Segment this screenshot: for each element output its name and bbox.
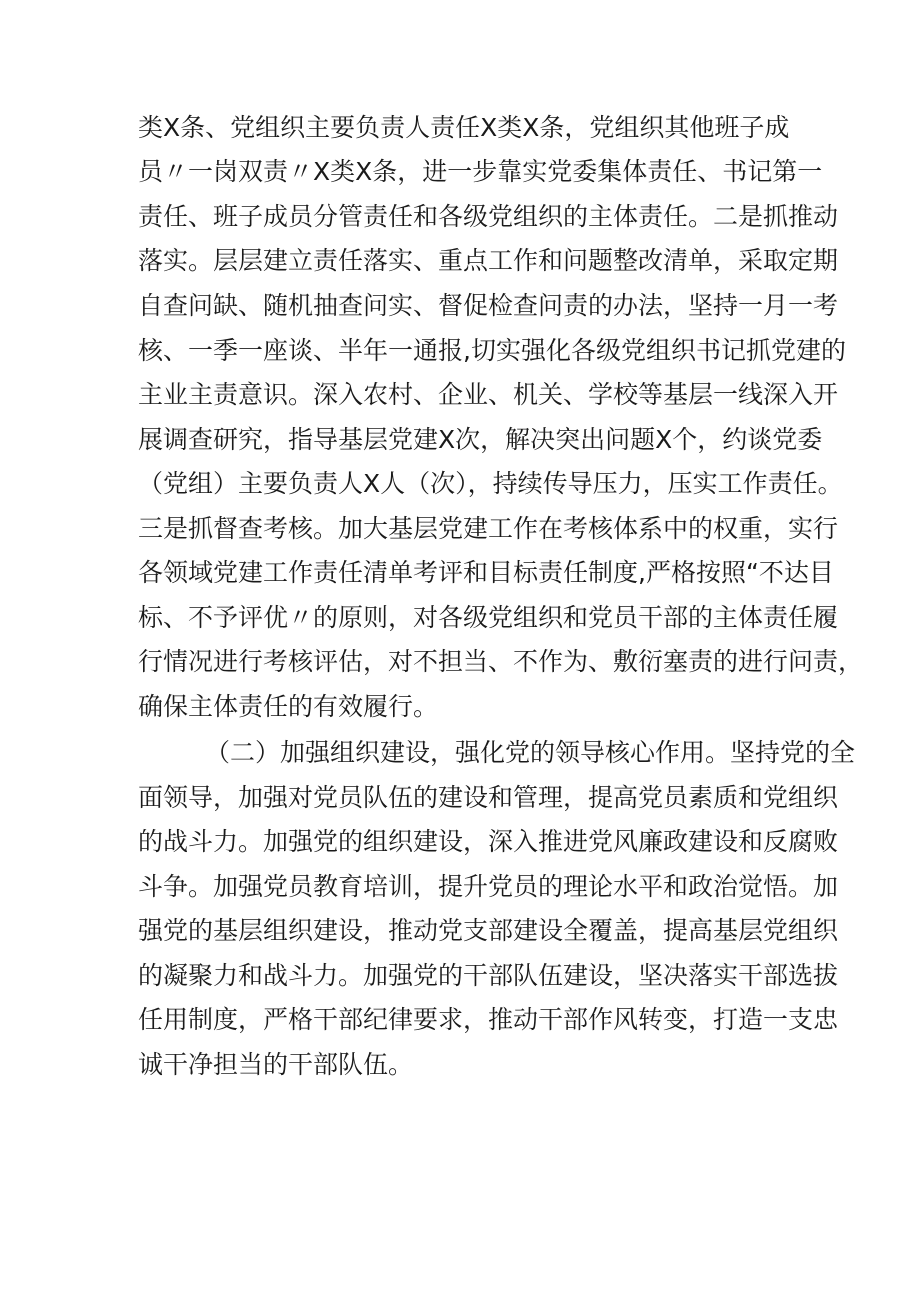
- text-line: 标、不予评优〃的原则，对各级党组织和党员干部的主体责任履: [138, 603, 839, 632]
- text-line: 确保主体责任的有效履行。: [138, 692, 439, 721]
- text-line: 核、一季一座谈、半年一通报,切实强化各级党组织书记抓党建的: [138, 336, 846, 365]
- text-line: 斗争。加强党员教育培训，提升党员的理论水平和政治觉悟。加: [138, 872, 839, 901]
- text-line: 强党的基层组织建设，推动党支部建设全覆盖，提高基层党组织: [138, 916, 839, 945]
- text-line: 落实。层层建立责任落实、重点工作和问题整改清单，采取定期: [138, 246, 839, 275]
- text-line: 自查问缺、随机抽查问实、督促检查问责的办法，坚持一月一考: [138, 291, 839, 320]
- text-line: 责任、班子成员分管责任和各级党组织的主体责任。二是抓推动: [138, 202, 839, 231]
- text-line: 的凝聚力和战斗力。加强党的干部队伍建设，坚决落实干部选拔: [138, 961, 839, 990]
- text-line: 的战斗力。加强党的组织建设，深入推进党风廉政建设和反腐败: [138, 827, 839, 856]
- text-line: 诚干净担当的干部队伍。: [138, 1050, 414, 1079]
- paragraph-heading-line: （二）加强组织建设，强化党的领导核心作用。坚持党的全: [205, 738, 856, 767]
- text-line: 面领导，加强对党员队伍的建设和管理，提高党员素质和党组织: [138, 783, 839, 812]
- text-line: 类X条、党组织主要负责人责任X类X条，党组织其他班子成: [138, 113, 790, 142]
- text-line: 展调查研究，指导基层党建X次，解决突出问题X个，约谈党委: [138, 425, 823, 454]
- text-line: （党组）主要负责人X人（次），持续传导压力，压实工作责任。: [138, 469, 843, 498]
- text-line: 任用制度，严格干部纪律要求，推动干部作风转变，打造一支忠: [138, 1005, 839, 1034]
- text-line: 员〃一岗双责〃X类X条，进一步靠实党委集体责任、书记第一: [138, 157, 823, 186]
- text-line: 各领域党建工作责任清单考评和目标责任制度,严格按照“不达目: [138, 558, 834, 587]
- text-line: 主业主责意识。深入农村、企业、机关、学校等基层一线深入开: [138, 380, 839, 409]
- text-line: 三是抓督查考核。加大基层党建工作在考核体系中的权重，实行: [138, 514, 839, 543]
- text-line: 行情况进行考核评估，对不担当、不作为、敷衍塞责的进行问责，: [138, 647, 864, 676]
